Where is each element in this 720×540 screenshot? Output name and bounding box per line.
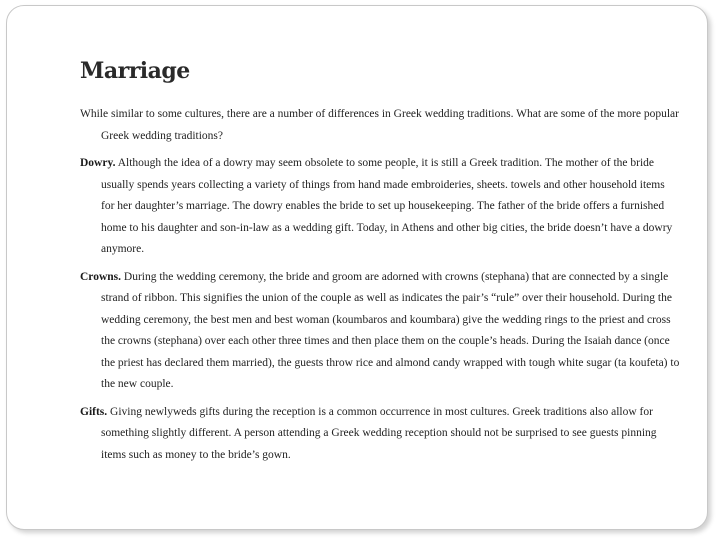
crowns-paragraph	[80, 267, 680, 396]
crowns-heading: Crowns.	[80, 270, 122, 283]
slide-title: Marriage	[80, 58, 190, 84]
slide-body	[80, 104, 680, 472]
intro-paragraph: While similar to some cultures, there are a number of differences in Greek wedding traditions. What are some of the more popular Greek wedding traditions?	[80, 108, 679, 142]
dowry-heading: Dowry.	[80, 157, 116, 169]
gifts-text: Giving newlyweds gifts during the reception is a common occurrence in most cultures. Greek traditions also allow for something slightly different. A person attending a Greek wedding reception should not be surprised to see guests pinning items such as money to the bride’s gown.	[101, 405, 657, 461]
dowry-paragraph	[80, 153, 680, 261]
gifts-paragraph	[80, 402, 680, 467]
gifts-heading: Gifts.	[80, 405, 108, 418]
crowns-text: During the wedding ceremony, the bride and groom are adorned with crowns (stephana) that are connected by a single strand of ribbon. This signifies the union of the couple as well as indicates the pair’s “rule” over their household. During the wedding ceremony, the best men and best woman (koumbaros and koumbara) give the wedding rings to the priest and cross the crowns (stephana) over each other three times and then place them on the couple’s heads. During the Isaiah dance (once the priest has declared them married), the guests throw rice and almond candy wrapped with tough white sugar (ta koufeta) to the new couple.	[101, 270, 680, 390]
dowry-text: Although the idea of a dowry may seem obsolete to some people, it is still a Greek tradition. The mother of the bride usually spends years collecting a variety of things from hand made embroideries, sheets. towels and other household items for her daughter’s marriage. The dowry enables the bride to set up housekeeping. The father of the bride offers a furnished home to his daughter and son-in-law as a wedding gift. Today, in Athens and other big cities, the bride doesn’t have a dowry anymore.	[101, 157, 673, 255]
